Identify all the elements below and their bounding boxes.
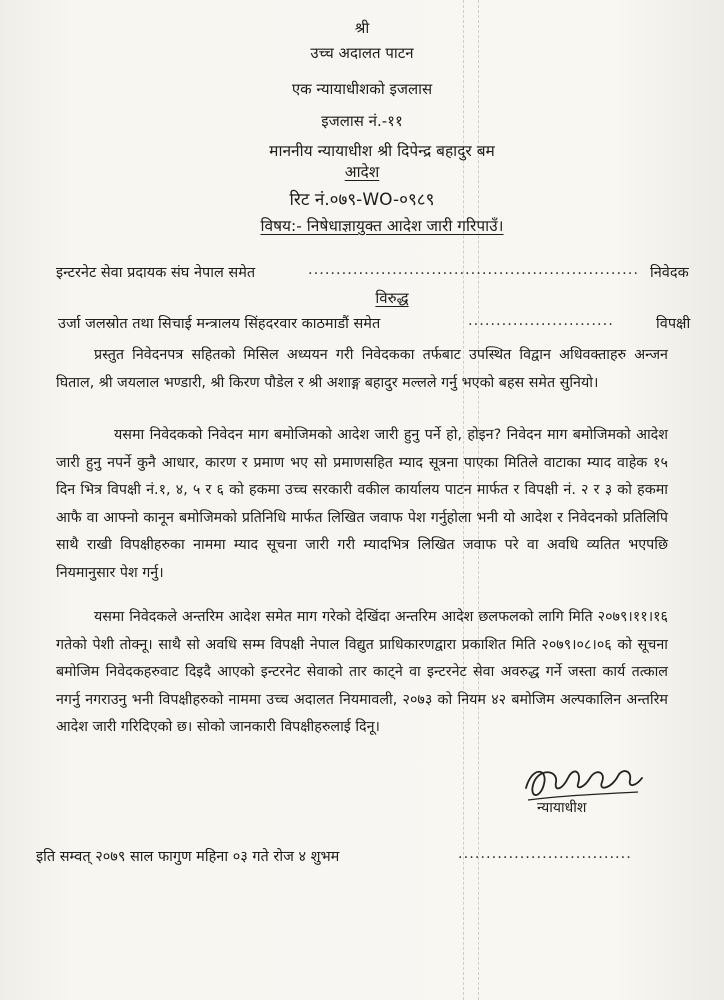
body-paragraph-2: यसमा निवेदकको निवेदन माग बमोजिमको आदेश जारी हुनु पर्ने हो, होइन? निवेदन माग बमोजिमको आदेश जारी हुनु नपर्ने कुनै आधार, कारण र प्रमाण भए सो प्रमाणसहित म्याद सूत्रना पाएका मितिले वाटाका म्याद वाहेक १५ दिन भित्र विपक्षी नं.१, ४, ५ र ६ को हकमा उच्च सरकारी वकील कार्यालय पाटन मार्फत र विपक्षी नं. २ र ३ को हकमा आफै वा आफ्नो कानून बमोजिमको प्रतिनिधि मार्फत लिखित जवाफ पेश गर्नुहोला भनी यो आदेश र निवेदनको प्रतिलिपि साथै राखी विपक्षीहरुका नाममा म्याद सूचना जारी गरी म्यादभित्र लिखित जवाफ परे वा अवधि व्यतित भएपछि नियमानुसार पेश गर्नु। <box>56 427 668 581</box>
petitioner-dots: ........................................................... <box>308 262 639 278</box>
date-dots: ............................... <box>458 846 632 862</box>
bench-title: एक न्यायाधीशको इजलास <box>291 80 433 98</box>
subject-line: विषय:- निषेधाज्ञायुक्त आदेश जारी गरिपाउँ। <box>260 217 504 235</box>
body-paragraph-3: यसमा निवेदकले अन्तरिम आदेश समेत माग गरेको देखिंदा अन्तरिम आदेश छलफलको लागि मिति २०७९।११।१६ गतेको पेशी तोक्नू। साथै सो अवधि सम्म विपक्षी नेपाल विद्युत प्राधिकारणद्वारा प्रकाशित मिति २०७९।०८।०६ को सूचना बमोजिम निवेदकहरुवाट दिइदै आएको इन्टरनेट सेवाको तार काट्ने वा इन्टरनेट सेवा अवरुद्ध गर्ने जस्ता कार्य तत्काल नगर्नु नगराउनु भनी विपक्षीहरुको नाममा उच्च अदालत नियमावली, २०७३ को नियम ४२ बमोजिम अल्पकालिन अन्तरिम आदेश जारी गरिदिएको छ। सोको जानकारी विपक्षीहरुलाई दिनू। <box>56 609 668 736</box>
respondent-name: उर्जा जलस्रोत तथा सिचाई मन्त्रालय सिंहदरवार काठमाडौं समेत <box>58 316 381 332</box>
versus-label: विरुद्ध <box>375 289 409 307</box>
petitioner-role: निवेदक <box>650 265 689 281</box>
order-title: आदेश <box>344 163 380 181</box>
bench-number: इजलास नं.-११ <box>321 112 403 130</box>
writ-number: रिट नं.०७९-WO-०९८९ <box>289 190 435 210</box>
judge-name: माननीय न्यायाधीश श्री दिपेन्द्र बहादुर बम <box>269 142 495 160</box>
court-name: उच्च अदालत पाटन <box>310 44 414 62</box>
respondent-dots: .......................... <box>468 313 614 329</box>
judge-title: न्यायाधीश <box>537 800 587 816</box>
respondent-role: विपक्षी <box>656 316 691 332</box>
header-shri: श्री <box>354 19 370 37</box>
body-paragraph-1: प्रस्तुत निवेदनपत्र सहितको मिसिल अध्ययन गरी निवेदकका तर्फबाट उपस्थित विद्वान अधिवक्ताहरु अन्जन घिताल, श्री जयलाल भण्डारी, श्री किरण पौडेल र श्री अशाङ्ग बहादुर मल्लले गर्नु भएको बहस समेत सुनियो। <box>56 347 668 391</box>
date-line: इति सम्वत् २०७९ साल फागुण महिना ०३ गते रोज ४ शुभम <box>36 849 340 865</box>
petitioner-name: इन्टरनेट सेवा प्रदायक संघ नेपाल समेत <box>56 265 256 281</box>
